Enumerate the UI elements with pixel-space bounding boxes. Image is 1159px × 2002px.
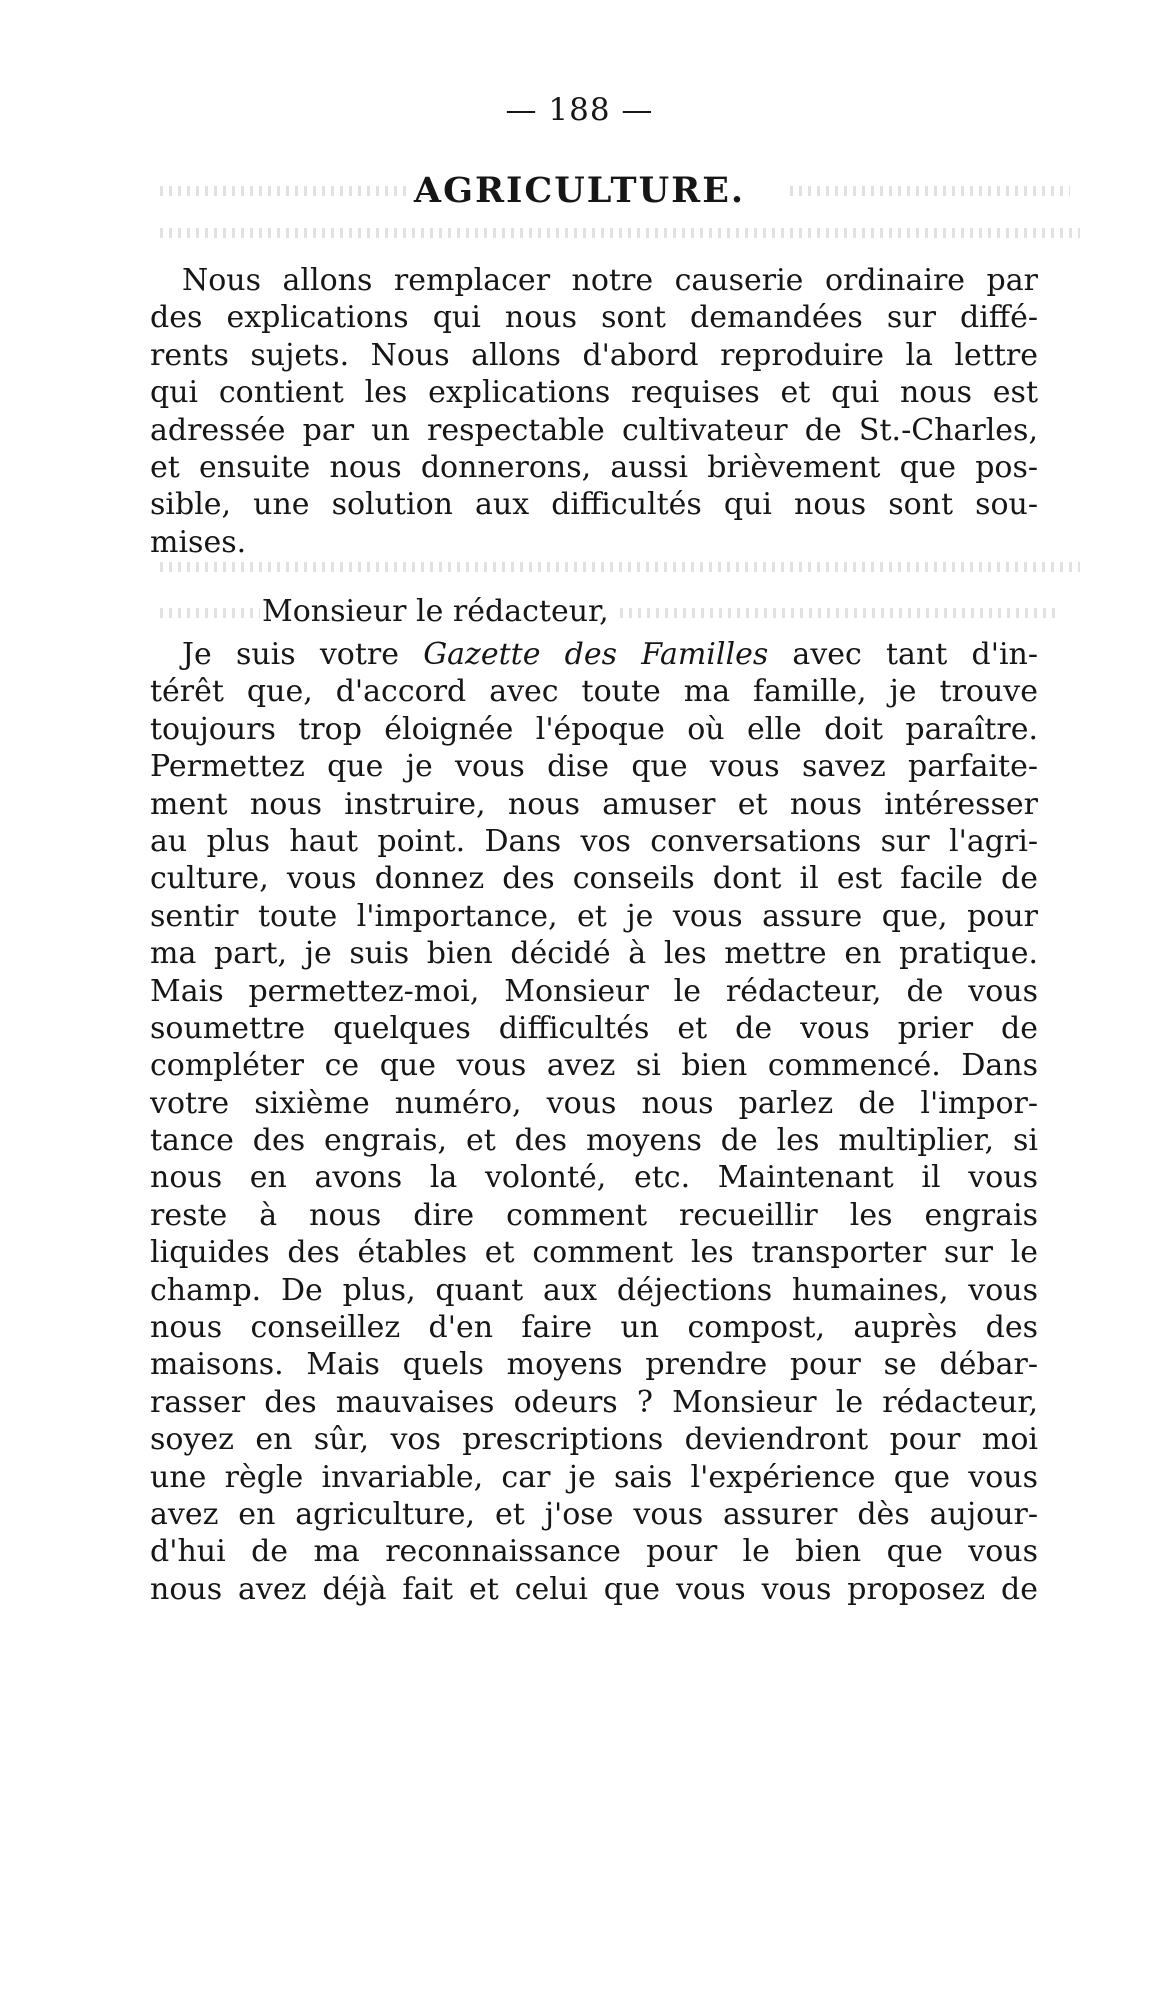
text-line: avez en agriculture, et j'ose vous assurer dès aujour- xyxy=(150,1496,1038,1532)
text-line: nous en avons la volonté, etc. Maintenant il vous xyxy=(150,1160,1038,1196)
text-segment: Je suis votre xyxy=(182,637,424,672)
text-line: maisons. Mais quels moyens prendre pour se débar- xyxy=(150,1347,1038,1383)
intro-paragraph xyxy=(150,262,1038,561)
text-line: Permettez que je vous dise que vous savez parfaite- xyxy=(150,749,1038,785)
text-line: rents sujets. Nous allons d'abord reproduire la lettre xyxy=(150,337,1038,373)
text-line: Mais permettez-moi, Monsieur le rédacteur, de vous xyxy=(150,973,1038,1009)
text-line: ma part, je suis bien décidé à les mettre en pratique. xyxy=(150,936,1038,972)
letter-body xyxy=(150,636,1038,1608)
bleed-through-mark xyxy=(160,228,1080,238)
text-line: toujours trop éloignée l'époque où elle doit paraître. xyxy=(150,711,1038,747)
text-line: sible, une solution aux difficultés qui nous sont sou- xyxy=(150,487,1038,523)
text-line: reste à nous dire comment recueillir les engrais xyxy=(150,1197,1038,1233)
page-number: — 188 — xyxy=(505,92,654,128)
bleed-through-mark xyxy=(160,608,260,618)
newspaper-title: Gazette des Familles xyxy=(423,637,769,672)
text-line: au plus haut point. Dans vos conversations sur l'agri- xyxy=(150,823,1038,859)
text-line: votre sixième numéro, vous nous parlez de l'impor- xyxy=(150,1085,1038,1121)
text-line: tance des engrais, et des moyens de les multiplier, si xyxy=(150,1123,1038,1159)
letter-salutation: Monsieur le rédacteur, xyxy=(262,594,609,629)
text-line: champ. De plus, quant aux déjections humaines, vous xyxy=(150,1272,1038,1308)
text-line: mises. xyxy=(150,524,247,560)
text-line: rasser des mauvaises odeurs ? Monsieur le rédacteur, xyxy=(150,1384,1038,1420)
text-line: soyez en sûr, vos prescriptions deviendront pour moi xyxy=(150,1422,1038,1458)
text-line: sentir toute l'importance, et je vous assure que, pour xyxy=(150,898,1038,934)
text-line: soumettre quelques difficultés et de vous prier de xyxy=(150,1010,1038,1046)
text-line xyxy=(150,636,1038,673)
bleed-through-mark xyxy=(160,562,1080,572)
text-line: térêt que, d'accord avec toute ma famille, je trouve xyxy=(150,674,1038,710)
text-line: des explications qui nous sont demandées sur diffé- xyxy=(150,300,1038,336)
text-line: Nous allons remplacer notre causerie ordinaire par xyxy=(182,263,1038,298)
section-title: AGRICULTURE. xyxy=(413,170,746,211)
text-line: d'hui de ma reconnaissance pour le bien que vous xyxy=(150,1534,1038,1570)
text-line: et ensuite nous donnerons, aussi brièvement que pos- xyxy=(150,449,1038,485)
text-line: une règle invariable, car je sais l'expérience que vous xyxy=(150,1459,1038,1495)
text-line: nous avez déjà fait et celui que vous vous proposez de xyxy=(150,1571,1038,1607)
text-line: adressée par un respectable cultivateur de St.-Charles, xyxy=(150,412,1038,448)
text-segment: avec tant d'in- xyxy=(768,637,1039,672)
text-line: compléter ce que vous avez si bien commencé. Dans xyxy=(150,1048,1038,1084)
text-line: nous conseillez d'en faire un compost, auprès des xyxy=(150,1310,1038,1346)
text-line: culture, vous donnez des conseils dont il est facile de xyxy=(150,861,1038,897)
text-line: liquides des étables et comment les transporter sur le xyxy=(150,1235,1038,1271)
bleed-through-mark xyxy=(620,608,1060,618)
text-line: ment nous instruire, nous amuser et nous intéresser xyxy=(150,786,1038,822)
text-line: qui contient les explications requises et qui nous est xyxy=(150,375,1038,411)
